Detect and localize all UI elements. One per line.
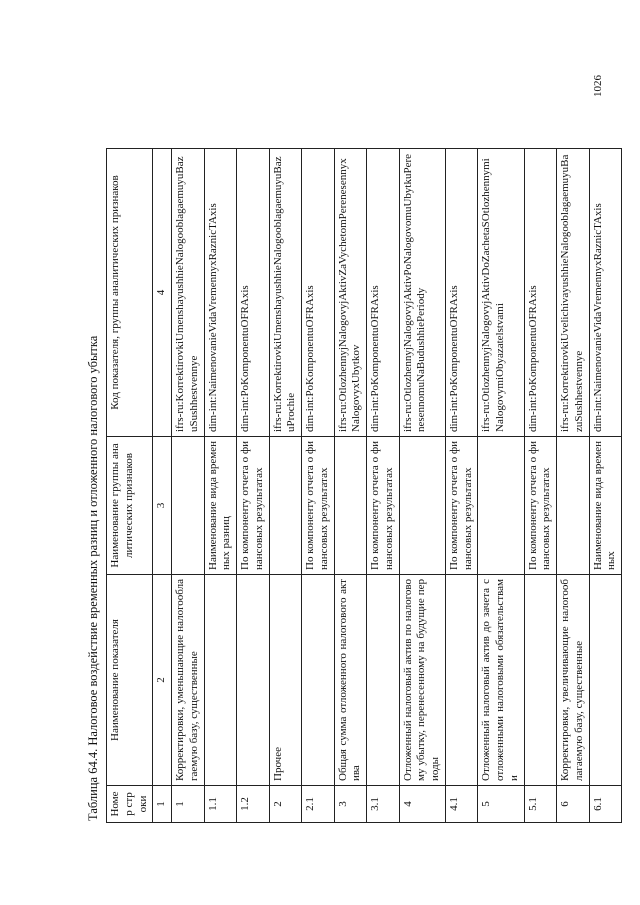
indicator-name: Отложенный налоговый актив по налоговому убытку, перенесенному на будущие периоды bbox=[399, 575, 445, 786]
group-name: Наименование вида временных разниц bbox=[204, 437, 237, 575]
group-name bbox=[399, 437, 445, 575]
indicator-code: ifrs-ru:KorrektirovkiUvelichivayushhieNalogooblagaemuyuBazuSushhestvennye bbox=[557, 149, 590, 437]
column-number: 1 bbox=[153, 786, 172, 823]
column-number: 4 bbox=[153, 149, 172, 437]
page-number: 1026 bbox=[592, 75, 604, 97]
row-number: 1 bbox=[172, 786, 205, 823]
row-number: 6.1 bbox=[589, 786, 622, 823]
row-number: 4.1 bbox=[445, 786, 478, 823]
table-row bbox=[302, 149, 335, 823]
indicator-code: dim-int:PoKomponentuOFRAxis bbox=[302, 149, 335, 437]
table-row bbox=[589, 149, 622, 823]
indicator-code: ifrs-ru:OtlozhennyjNalogovyjAktivPoNalogovomuUbytkuPerenesennomuNaBudushhiePeriody bbox=[399, 149, 445, 437]
table-row bbox=[478, 149, 524, 823]
indicator-name: Прочее bbox=[269, 575, 302, 786]
group-name: По компоненту отчета о финансовых результатах bbox=[524, 437, 557, 575]
row-number: 2.1 bbox=[302, 786, 335, 823]
table-row bbox=[269, 149, 302, 823]
header-indicator-name: Наименование показателя bbox=[107, 575, 153, 786]
column-number-row bbox=[153, 149, 172, 823]
group-name: По компоненту отчета о финансовых результатах bbox=[302, 437, 335, 575]
header-row-number: Номер строки bbox=[107, 786, 153, 823]
header-row bbox=[107, 149, 153, 823]
table-row bbox=[399, 149, 445, 823]
indicator-name: Корректировки, увеличивающие налогооблагаемую базу, существенные bbox=[557, 575, 590, 786]
indicator-code: ifrs-ru:OtlozhennyjNalogovyjAktivZaVychetomPerenesennyxNalogovyxUbytkov bbox=[334, 149, 367, 437]
group-name: По компоненту отчета о финансовых результатах bbox=[367, 437, 400, 575]
header-group-name: Наименование группы аналитических признаков bbox=[107, 437, 153, 575]
group-name bbox=[269, 437, 302, 575]
column-number: 2 bbox=[153, 575, 172, 786]
indicator-name bbox=[445, 575, 478, 786]
table-row bbox=[172, 149, 205, 823]
row-number: 1.1 bbox=[204, 786, 237, 823]
tax-effect-table bbox=[106, 148, 622, 823]
indicator-name: Корректировки, уменьшающие налогооблагаемую базу, существенные bbox=[172, 575, 205, 786]
indicator-name bbox=[237, 575, 270, 786]
group-name: По компоненту отчета о финансовых результатах bbox=[237, 437, 270, 575]
table-row bbox=[334, 149, 367, 823]
header-code: Код показателя, группы аналитических признаков bbox=[107, 149, 153, 437]
indicator-name: Общая сумма отложенного налогового актива bbox=[334, 575, 367, 786]
group-name bbox=[557, 437, 590, 575]
group-name: Наименование вида временных bbox=[589, 437, 622, 575]
indicator-name bbox=[204, 575, 237, 786]
indicator-name bbox=[524, 575, 557, 786]
group-name bbox=[334, 437, 367, 575]
group-name: По компоненту отчета о финансовых результатах bbox=[445, 437, 478, 575]
group-name bbox=[172, 437, 205, 575]
row-number: 5.1 bbox=[524, 786, 557, 823]
row-number: 4 bbox=[399, 786, 445, 823]
table-row bbox=[524, 149, 557, 823]
table-row bbox=[204, 149, 237, 823]
table-row bbox=[237, 149, 270, 823]
table-caption: Таблица 64.4. Налоговое воздействие временных разниц и отложенного налогового убытка bbox=[86, 335, 100, 821]
indicator-name bbox=[302, 575, 335, 786]
indicator-name: Отложенный налоговый актив до зачета с отложенными налоговыми обязательствами bbox=[478, 575, 524, 786]
indicator-code: dim-int:PoKomponentuOFRAxis bbox=[524, 149, 557, 437]
row-number: 3.1 bbox=[367, 786, 400, 823]
row-number: 2 bbox=[269, 786, 302, 823]
row-number: 3 bbox=[334, 786, 367, 823]
group-name bbox=[478, 437, 524, 575]
table-row bbox=[557, 149, 590, 823]
indicator-code: ifrs-ru:KorrektirovkiUmenshayushhieNalogooblagaemuyuBazuSushhestvennye bbox=[172, 149, 205, 437]
indicator-code: dim-int:PoKomponentuOFRAxis bbox=[445, 149, 478, 437]
row-number: 5 bbox=[478, 786, 524, 823]
indicator-name bbox=[367, 575, 400, 786]
row-number: 1.2 bbox=[237, 786, 270, 823]
indicator-name bbox=[589, 575, 622, 786]
table-row bbox=[445, 149, 478, 823]
indicator-code: ifrs-ru:KorrektirovkiUmenshayushhieNalogooblagaemuyuBazuProchie bbox=[269, 149, 302, 437]
table-row bbox=[367, 149, 400, 823]
indicator-code: dim-int:NaimenovanieVidaVremennyxRaznicTAxis bbox=[589, 149, 622, 437]
column-number: 3 bbox=[153, 437, 172, 575]
indicator-code: dim-int:NaimenovanieVidaVremennyxRaznicTAxis bbox=[204, 149, 237, 437]
indicator-code: dim-int:PoKomponentuOFRAxis bbox=[367, 149, 400, 437]
row-number: 6 bbox=[557, 786, 590, 823]
indicator-code: ifrs-ru:OtlozhennyjNalogovyjAktivDoZachetaSOtlozhennymiNalogovymiObyazatelstvami bbox=[478, 149, 524, 437]
indicator-code: dim-int:PoKomponentuOFRAxis bbox=[237, 149, 270, 437]
